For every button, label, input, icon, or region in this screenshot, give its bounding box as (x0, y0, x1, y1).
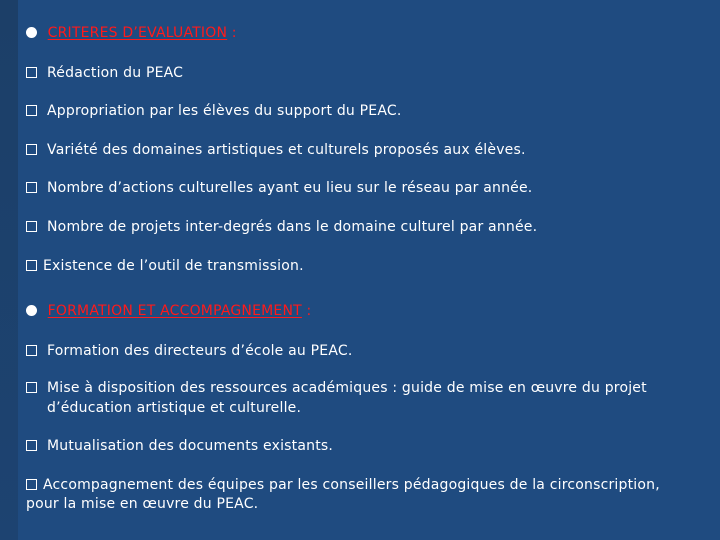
section1-heading-colon: : (227, 25, 237, 41)
left-edge-decoration (0, 0, 18, 540)
checkbox-bullet-icon (26, 144, 37, 155)
list-item: Mise à disposition des ressources académiques : guide de mise en œuvre du projet (26, 379, 647, 397)
list-item-continuation: d’éducation artistique et culturelle. (47, 400, 302, 416)
filled-circle-bullet-icon (26, 27, 37, 38)
section1-heading: CRITERES D’EVALUATION (47, 25, 228, 41)
list-item: Variété des domaines artistiques et culturels proposés aux élèves. (26, 141, 526, 159)
filled-circle-bullet-icon (26, 305, 37, 316)
list-item: Nombre de projets inter-degrés dans le domaine culturel par année. (26, 218, 537, 236)
checkbox-bullet-icon (26, 479, 37, 490)
list-item: Appropriation par les élèves du support du PEAC. (26, 102, 402, 120)
list-item: Accompagnement des équipes par les conseillers pédagogiques de la circonscription, (26, 476, 660, 494)
checkbox-bullet-icon (26, 221, 37, 232)
list-item: Mutualisation des documents existants. (26, 437, 333, 455)
list-item: Formation des directeurs d’école au PEAC. (26, 342, 352, 360)
checkbox-bullet-icon (26, 105, 37, 116)
checkbox-bullet-icon (26, 345, 37, 356)
list-item-continuation: pour la mise en œuvre du PEAC. (26, 496, 259, 512)
checkbox-bullet-icon (26, 67, 37, 78)
section2-heading-colon: : (301, 303, 312, 319)
section2-heading-line (26, 302, 311, 320)
list-item: Rédaction du PEAC (26, 64, 183, 82)
checkbox-bullet-icon (26, 440, 37, 451)
checkbox-bullet-icon (26, 182, 37, 193)
list-item: Nombre d’actions culturelles ayant eu lieu sur le réseau par année. (26, 179, 532, 197)
section1-heading-line (26, 24, 237, 42)
checkbox-bullet-icon (26, 382, 37, 393)
list-item: Existence de l’outil de transmission. (26, 257, 304, 275)
section2-heading: FORMATION ET ACCOMPAGNEMENT (47, 303, 302, 319)
checkbox-bullet-icon (26, 260, 37, 271)
